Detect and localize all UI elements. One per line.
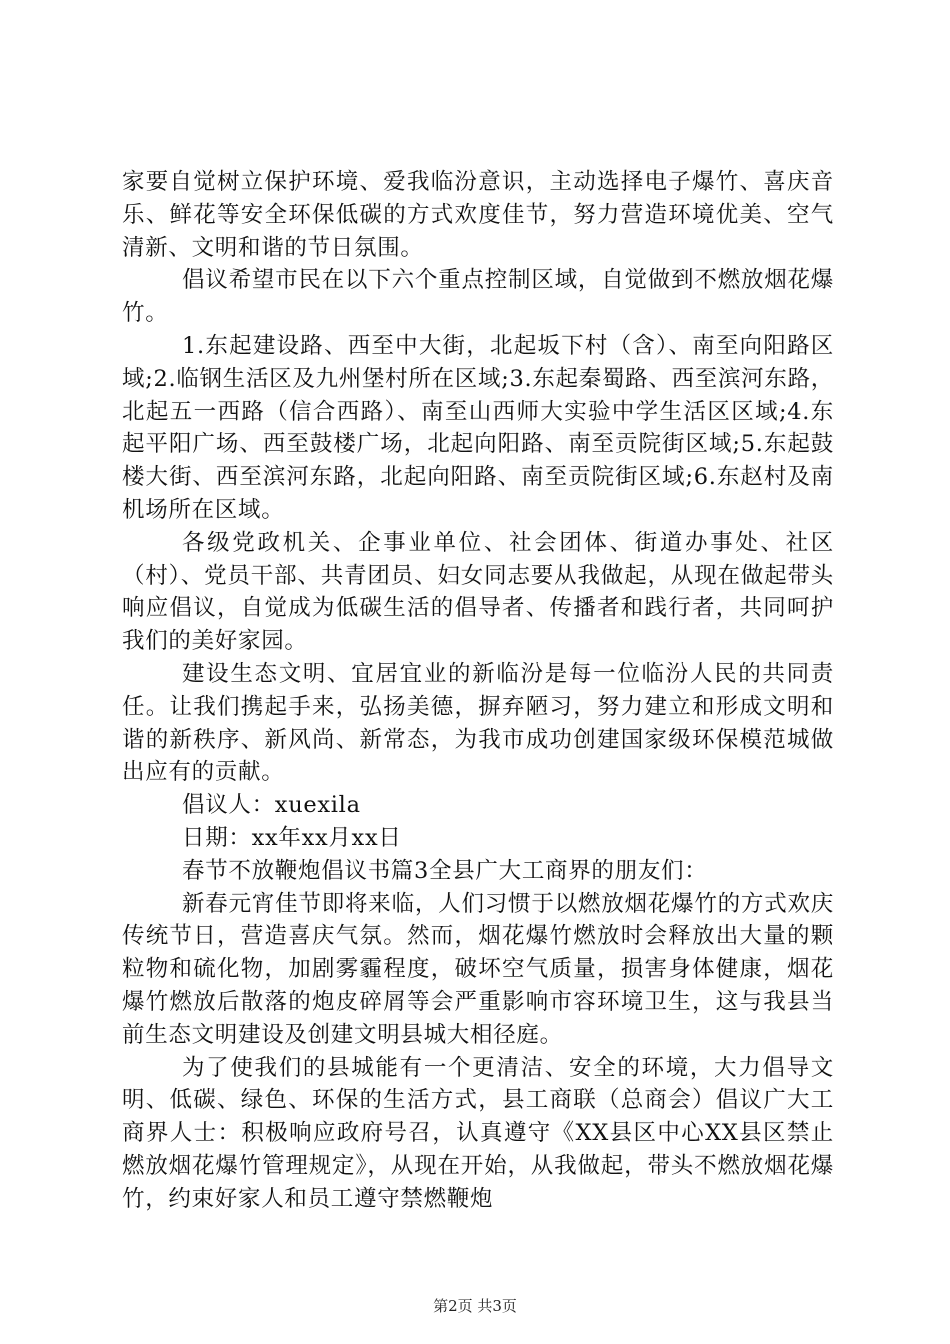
paragraph-4: 各级党政机关、企事业单位、社会团体、街道办事处、社区（村）、党员干部、共青团员、妇女同志要从我做起，从现在做起带头响应倡议，自觉成为低碳生活的倡导者、传播者和践行者，共同呵护我们的美好家园。 — [122, 529, 834, 655]
paragraph-9: 新春元宵佳节即将来临，人们习惯于以燃放烟花爆竹的方式欢庆传统节日，营造喜庆气氛。然而，烟花爆竹燃放时会释放出大量的颗粒物和硫化物，加剧雾霾程度，破坏空气质量，损害身体健康，烟花爆竹燃放后散落的炮皮碎屑等会严重影响市容环境卫生，这与我县当前生态文明建设及创建文明县城大相径庭。 — [122, 890, 834, 1048]
section-heading-line: 春节不放鞭炮倡议书篇3全县广大工商界的朋友们： — [182, 857, 708, 884]
paragraph-5: 建设生态文明、宜居宜业的新临汾是每一位临汾人民的共同责任。让我们携起手来，弘扬美德，摒弃陋习，努力建立和形成文明和谐的新秩序、新风尚、新常态，为我市成功创建国家级环保模范城做出应有的贡献。 — [122, 660, 834, 786]
date-line: 日期：xx年xx月xx日 — [182, 824, 402, 851]
proposer-line: 倡议人：xuexila — [182, 792, 361, 819]
paragraph-1: 家要自觉树立保护环境、爱我临汾意识，主动选择电子爆竹、喜庆音乐、鲜花等安全环保低碳的方式欢度佳节，努力营造环境优美、空气清新、文明和谐的节日氛围。 — [122, 169, 834, 261]
paragraph-10: 为了使我们的县城能有一个更清洁、安全的环境，大力倡导文明、低碳、绿色、环保的生活方式，县工商联（总商会）倡议广大工商界人士：积极响应政府号召，认真遵守《XX县区中心XX县区禁止燃放烟花爆竹管理规定》，从现在开始，从我做起，带头不燃放烟花爆竹，约束好家人和员工遵守禁燃鞭炮 — [122, 1054, 834, 1212]
document-body — [122, 166, 834, 1216]
page-number-footer: 第2页 共3页 — [433, 1297, 517, 1315]
paragraph-3: 1.东起建设路、西至中大街，北起坂下村（含）、南至向阳路区域;2.临钢生活区及九州堡村所在区域;3.东起秦蜀路、西至滨河东路，北起五一西路（信合西路）、南至山西师大实验中学生活区区域;4.东起平阳广场、西至鼓楼广场，北起向阳路、南至贡院街区域;5.东起鼓楼大街、西至滨河东路，北起向阳路、南至贡院街区域;6.东赵村及南机场所在区域。 — [122, 332, 834, 523]
paragraph-2: 倡议希望市民在以下六个重点控制区域，自觉做到不燃放烟花爆竹。 — [122, 267, 834, 327]
